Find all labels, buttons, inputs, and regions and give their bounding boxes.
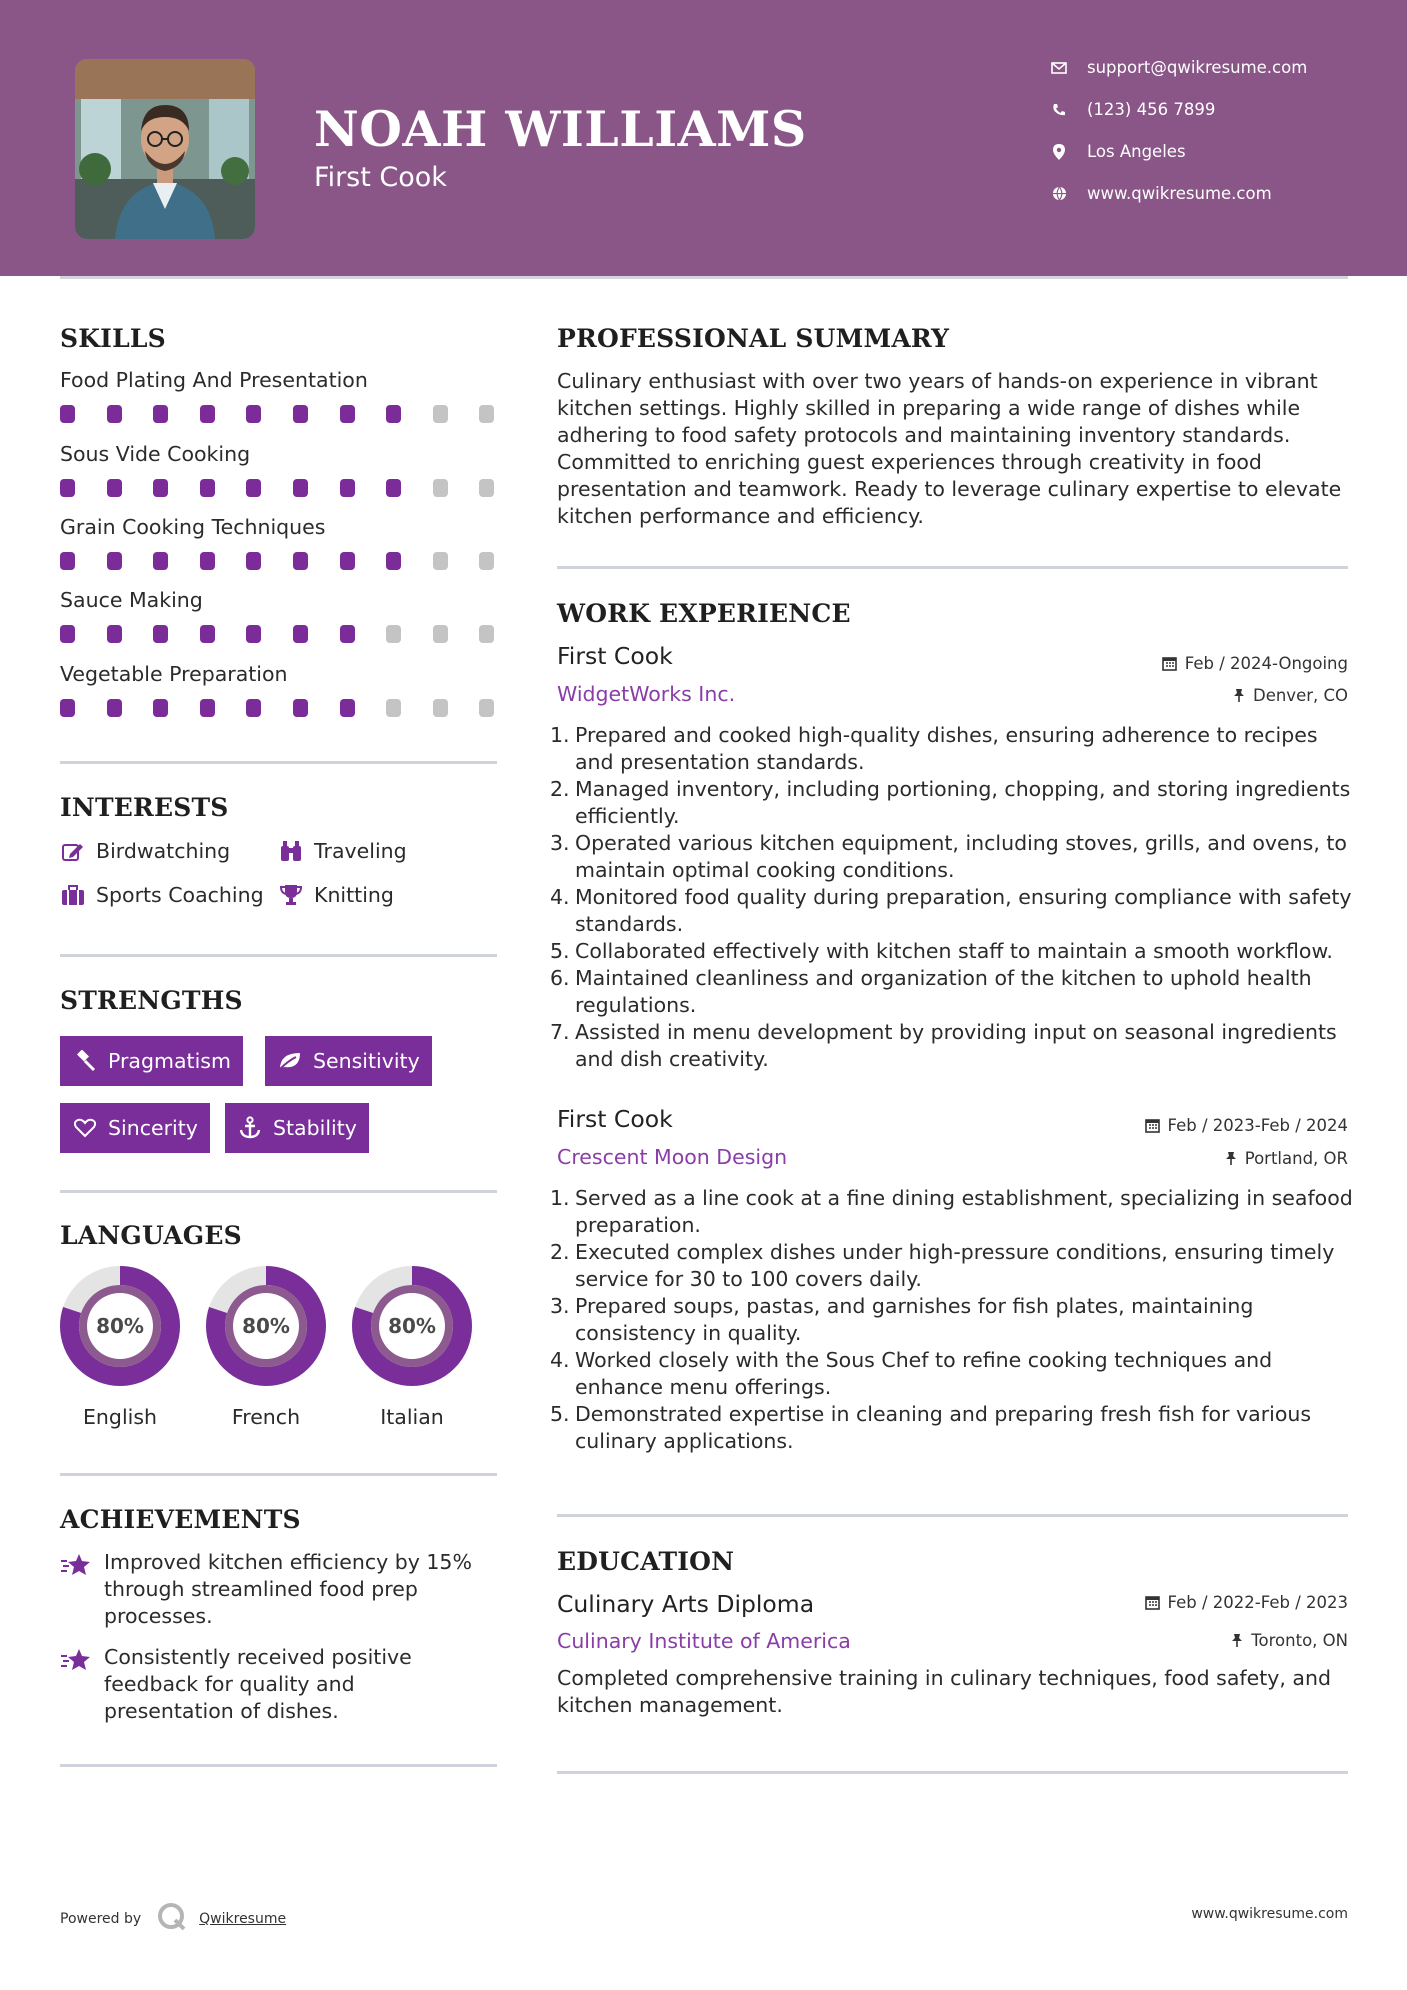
duty-number: 4. [550,1348,570,1372]
duty-item [550,1185,1357,1239]
skill-dot-filled [60,625,75,643]
duty-number: 5. [550,939,570,963]
duty-number: 1. [550,723,570,747]
pushpin-icon [1231,1633,1243,1648]
skill-dot-filled [107,552,122,570]
calendar-icon [1162,656,1177,671]
skill-dot-filled [153,552,168,570]
summary-heading: PROFESSIONAL SUMMARY [557,324,950,353]
qwikresume-logo-icon [157,1902,187,1936]
section-divider [60,1190,497,1193]
skill-dot-filled [107,699,122,717]
calendar-icon [1145,1595,1160,1610]
education-location-text: Toronto, ON [1251,1631,1348,1650]
interest-label: Sports Coaching [96,883,264,907]
strength-label: Sensitivity [313,1049,420,1073]
duty-item [550,965,1357,1019]
duty-number: 6. [550,966,570,990]
skill-dot-empty [433,479,448,497]
duty-text: Served as a line cook at a fine dining establishment, specializing in seafood preparation. [575,1186,1353,1237]
language-name: English [82,1405,158,1429]
duty-item [550,1019,1357,1073]
duty-text: Prepared soups, pastas, and garnishes for fish plates, maintaining consistency in quality. [575,1294,1254,1345]
skill-dot-filled [107,625,122,643]
skill-rating [60,552,500,570]
skill-dot-filled [386,405,401,423]
section-divider [60,1473,497,1476]
pushpin-icon [1225,1151,1237,1166]
summary-text: Culinary enthusiast with over two years of hands-on experience in vibrant kitchen settings. Highly skilled in preparing a wide range of dishes while adhering to food safety protocols and maintaining inventory standards. Committed to enriching guest experiences through creativity in food presentation and teamwork. Ready to leverage culinary expertise to elevate kitchen performance and efficiency. [557,369,1342,528]
skill-dot-filled [107,405,122,423]
duty-text: Operated various kitchen equipment, including stoves, grills, and ovens, to maintain optimal cooking conditions. [575,831,1347,882]
contact-website[interactable] [1048,184,1272,203]
strengths-heading: STRENGTHS [60,986,243,1015]
edit-icon [60,839,86,863]
contact-website-text: www.qwikresume.com [1087,184,1272,203]
education-description: Completed comprehensive training in culinary techniques, food safety, and kitchen management. [557,1666,1331,1717]
achievement-item [60,1549,500,1630]
skill-dot-filled [340,699,355,717]
job-dates [1162,654,1348,673]
skill-label: Sauce Making [60,588,203,612]
language-percent: 80% [96,1314,144,1338]
skill-rating [60,699,500,717]
duty-text: Collaborated effectively with kitchen staff to maintain a smooth workflow. [575,939,1333,963]
phone-icon [1048,101,1070,119]
skill-dot-empty [479,625,494,643]
language-name: Italian [380,1405,444,1429]
skill-dot-filled [246,479,261,497]
contact-email-text: support@qwikresume.com [1087,58,1308,77]
section-divider [60,1764,497,1767]
achievement-text: Consistently received positive feedback for quality and presentation of dishes. [104,1645,412,1723]
duty-text: Managed inventory, including portioning, chopping, and storing ingredients efficiently. [575,777,1351,828]
skill-dot-filled [153,405,168,423]
job-location [1233,686,1348,705]
skill-dot-filled [200,405,215,423]
skill-dot-empty [386,625,401,643]
heart-icon [72,1116,98,1140]
skill-dot-filled [153,699,168,717]
language-item [59,1265,181,1429]
education-location [1231,1631,1348,1650]
interests-heading: INTERESTS [60,793,229,822]
skill-rating [60,625,500,643]
skill-dot-empty [479,552,494,570]
duty-number: 3. [550,1294,570,1318]
interest-item [278,883,394,907]
duty-number: 5. [550,1402,570,1426]
language-item [351,1265,473,1429]
job-dates-text: Feb / 2024-Ongoing [1184,654,1348,673]
skill-dot-empty [433,699,448,717]
skill-dot-filled [293,552,308,570]
achievement-text: Improved kitchen efficiency by 15% through streamlined food prep processes. [104,1550,472,1628]
skill-dot-filled [293,479,308,497]
contact-email[interactable] [1048,58,1307,77]
star-icon [60,1549,94,1630]
skill-dot-filled [293,699,308,717]
skill-dot-filled [153,625,168,643]
interest-item [60,883,264,907]
strength-label: Sincerity [108,1116,198,1140]
section-divider [557,1514,1348,1517]
job-location-text: Portland, OR [1244,1149,1348,1168]
skill-dot-filled [60,552,75,570]
strength-label: Pragmatism [108,1049,231,1073]
duty-number: 1. [550,1186,570,1210]
degree-title: Culinary Arts Diploma [557,1590,815,1618]
skill-rating [60,479,500,497]
anchor-icon [237,1116,263,1140]
resume-header [0,0,1407,276]
education-heading: EDUCATION [557,1547,735,1576]
skill-dot-filled [60,405,75,423]
duty-item [550,776,1357,830]
interest-item [60,839,230,863]
skill-label: Grain Cooking Techniques [60,515,326,539]
skill-dot-filled [107,479,122,497]
candidate-title: First Cook [314,162,447,193]
skill-dot-empty [433,625,448,643]
duty-text: Executed complex dishes under high-pressure conditions, ensuring timely service for 30 to 100 covers daily. [575,1240,1335,1291]
strength-badge [225,1103,369,1153]
skill-dot-filled [153,479,168,497]
duty-number: 4. [550,885,570,909]
pushpin-icon [1233,688,1245,703]
duty-item [550,938,1357,965]
section-divider [557,566,1348,569]
skill-label: Vegetable Preparation [60,662,288,686]
job-location [1225,1149,1348,1168]
strength-badge [265,1036,432,1086]
section-divider [60,954,497,957]
skill-dot-empty [479,699,494,717]
duty-text: Demonstrated expertise in cleaning and preparing fresh fish for various culinary applications. [575,1402,1312,1453]
school-name: Culinary Institute of America [557,1629,851,1653]
candidate-name: NOAH WILLIAMS [314,100,807,158]
skill-dot-filled [293,405,308,423]
calendar-icon [1145,1118,1160,1133]
qwikresume-link[interactable]: Qwikresume [199,1911,287,1927]
map-pin-icon [1048,143,1070,161]
skill-dot-filled [200,699,215,717]
job-dates [1145,1116,1348,1135]
duty-item [550,722,1357,776]
skill-dot-filled [60,479,75,497]
languages-heading: LANGUAGES [60,1221,242,1250]
contact-location-text: Los Angeles [1087,142,1186,161]
skill-dot-filled [386,552,401,570]
company-name: Crescent Moon Design [557,1145,788,1169]
language-item [205,1265,327,1429]
job-dates-text: Feb / 2023-Feb / 2024 [1167,1116,1348,1135]
duty-text: Maintained cleanliness and organization of the kitchen to uphold health regulations. [575,966,1312,1017]
section-divider [60,761,497,764]
skill-dot-filled [246,552,261,570]
strength-badge [60,1036,243,1086]
skill-dot-filled [340,625,355,643]
job-duties [550,1185,1357,1455]
duty-number: 3. [550,831,570,855]
leaf-icon [277,1049,303,1073]
duty-item [550,1239,1357,1293]
achievements-heading: ACHIEVEMENTS [60,1505,301,1534]
trophy-icon [278,883,304,907]
skill-dot-filled [246,405,261,423]
footer-powered-by [60,1902,286,1936]
binoculars-icon [278,839,304,863]
skill-dot-filled [200,552,215,570]
job-duties [550,722,1357,1073]
duty-item [550,1401,1357,1455]
skill-label: Food Plating And Presentation [60,368,368,392]
skill-dot-empty [433,552,448,570]
job-title: First Cook [557,1105,673,1133]
contact-phone-text: (123) 456 7899 [1087,100,1216,119]
language-name: French [231,1405,301,1429]
duty-item [550,830,1357,884]
company-name: WidgetWorks Inc. [557,682,736,706]
skill-dot-filled [340,552,355,570]
duty-item [550,884,1357,938]
skill-dot-empty [479,479,494,497]
gavel-icon [72,1049,98,1073]
envelope-icon [1048,59,1070,77]
skill-dot-filled [340,479,355,497]
globe-icon [1048,185,1070,203]
achievement-item [60,1644,500,1725]
duty-text: Prepared and cooked high-quality dishes, ensuring adherence to recipes and presentation standards. [575,723,1318,774]
education-dates [1145,1593,1348,1612]
duty-text: Monitored food quality during preparation, ensuring compliance with safety standards. [575,885,1352,936]
duty-number: 2. [550,777,570,801]
skill-dot-filled [293,625,308,643]
job-location-text: Denver, CO [1252,686,1348,705]
star-icon [60,1644,94,1725]
skill-dot-filled [200,625,215,643]
duty-number: 7. [550,1020,570,1044]
skill-dot-filled [246,625,261,643]
skill-dot-filled [60,699,75,717]
skill-dot-empty [386,699,401,717]
footer-url[interactable]: www.qwikresume.com [1191,1906,1348,1922]
section-divider [557,1771,1348,1774]
skill-dot-empty [479,405,494,423]
powered-by-text: Powered by [60,1911,142,1927]
language-percent: 80% [388,1314,436,1338]
profile-photo [75,59,255,239]
contact-location [1048,142,1186,161]
skills-heading: SKILLS [60,324,166,353]
skill-dot-filled [340,405,355,423]
duty-text: Assisted in menu development by providing input on seasonal ingredients and dish creativity. [575,1020,1337,1071]
language-percent: 80% [242,1314,290,1338]
contact-phone[interactable] [1048,100,1215,119]
skill-dot-filled [200,479,215,497]
skill-dot-filled [246,699,261,717]
duty-item [550,1293,1357,1347]
interest-label: Knitting [314,883,394,907]
skill-dot-empty [433,405,448,423]
interest-item [278,839,407,863]
skill-dot-filled [386,479,401,497]
experience-heading: WORK EXPERIENCE [557,599,851,628]
duty-text: Worked closely with the Sous Chef to refine cooking techniques and enhance menu offerings. [575,1348,1273,1399]
skill-label: Sous Vide Cooking [60,442,251,466]
job-title: First Cook [557,642,673,670]
skill-rating [60,405,500,423]
interest-label: Traveling [314,839,407,863]
strength-label: Stability [273,1116,357,1140]
briefcase-icon [60,883,86,907]
duty-item [550,1347,1357,1401]
strength-badge [60,1103,210,1153]
interest-label: Birdwatching [96,839,231,863]
duty-number: 2. [550,1240,570,1264]
education-dates-text: Feb / 2022-Feb / 2023 [1167,1593,1348,1612]
header-divider [60,276,1348,279]
